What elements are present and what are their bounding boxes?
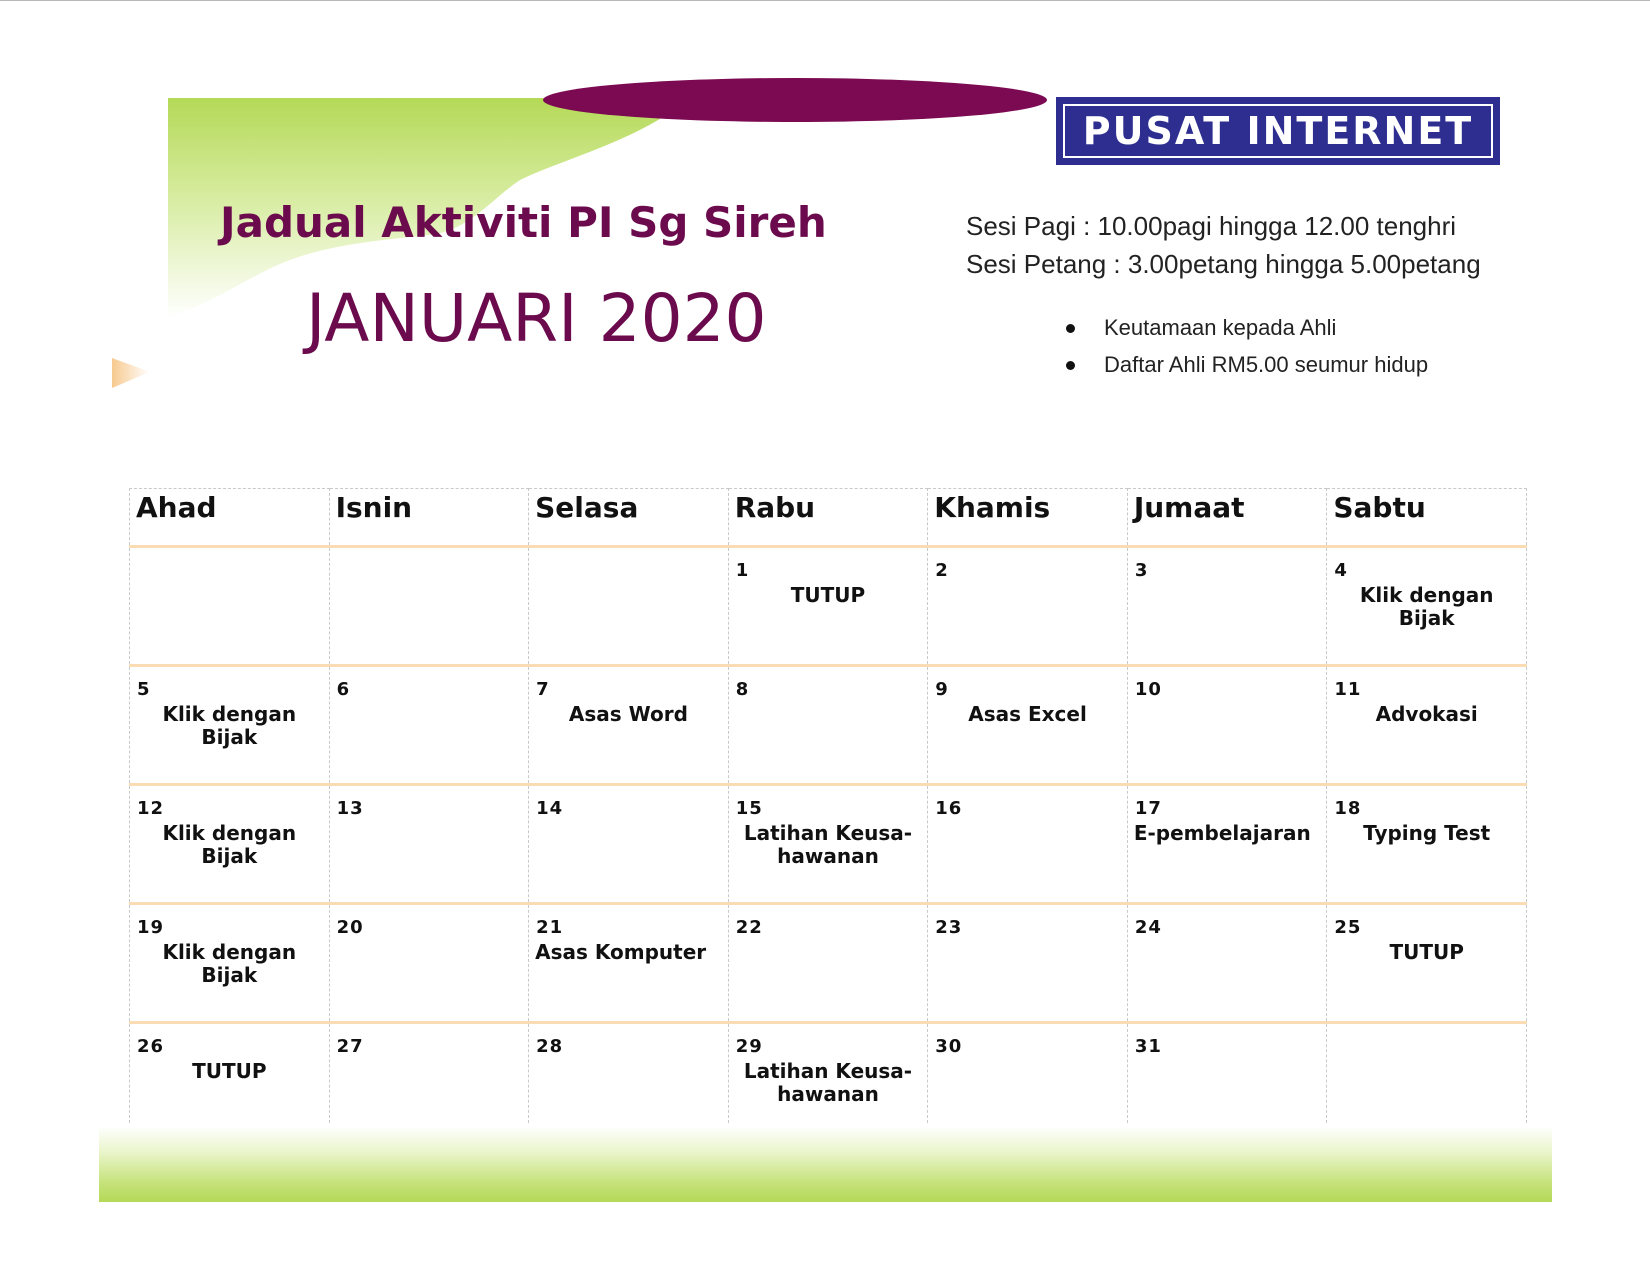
activity-label: Asas Komputer [535,940,707,964]
weekday-header: Khamis [928,489,1128,547]
day-cell [728,904,928,1023]
day-number: 26 [137,1036,165,1057]
day-cell [529,547,729,666]
activity-label: TUTUP [192,1059,267,1083]
day-cell-content [1327,786,1526,902]
day-number: 12 [137,798,165,819]
week-row [130,547,1527,666]
day-cell-content [1327,548,1526,664]
badge-label: PUSAT INTERNET [1063,104,1493,158]
activity-label: TUTUP [790,583,866,607]
day-cell-content [529,905,728,1021]
day-number: 23 [935,917,963,938]
activity-label: E-pembelajaran [1133,821,1311,845]
activity-label: Klik dengan Bijak [162,702,297,749]
day-cell-content [1327,667,1526,783]
purple-ellipse [543,78,1047,122]
weekday-header: Selasa [529,489,729,547]
day-cell [728,1023,928,1123]
day-cell [329,1023,529,1123]
week-row [130,904,1527,1023]
bullet-icon [1066,361,1075,370]
activity-label: Typing Test [1363,821,1491,845]
day-cell [130,785,330,904]
day-number: 2 [935,560,949,581]
day-cell-content [928,1024,1127,1123]
day-cell [1127,1023,1327,1123]
day-number: 5 [137,679,151,700]
day-cell [928,785,1128,904]
day-cell [130,1023,330,1123]
week-row [130,666,1527,785]
day-number: 18 [1334,798,1362,819]
day-number: 15 [735,798,763,819]
day-cell-content [1128,905,1327,1021]
day-number: 29 [735,1036,763,1057]
day-cell-content [529,1024,728,1123]
day-cell-content [1128,786,1327,902]
day-cell-content [729,548,928,664]
day-cell [1127,547,1327,666]
weekday-header: Rabu [728,489,928,547]
activity-label: Klik dengan Bijak [162,821,297,868]
note-item [1060,315,1428,352]
day-cell-content [928,667,1127,783]
day-number: 31 [1134,1036,1162,1057]
day-number: 13 [336,798,364,819]
day-cell-content [928,786,1127,902]
day-cell-content [928,905,1127,1021]
day-number: 24 [1134,917,1162,938]
day-number: 22 [735,917,763,938]
day-cell [329,666,529,785]
day-cell [728,666,928,785]
session-afternoon: Sesi Petang : 3.00petang hingga 5.00petang [966,249,1481,279]
note-text: Keutamaan kepada Ahli [1104,315,1337,340]
calendar-body [130,547,1527,1123]
day-number: 27 [336,1036,364,1057]
day-cell-content [1327,905,1526,1021]
day-cell [529,904,729,1023]
day-number: 3 [1134,560,1149,581]
day-cell-content [130,786,329,902]
day-cell [130,666,330,785]
orange-triangle [112,358,150,388]
day-cell [928,1023,1128,1123]
day-cell-content [1128,548,1327,664]
day-number: 4 [1334,560,1348,581]
day-cell-content [928,548,1127,664]
pusat-internet-badge [1056,97,1500,165]
day-number: 9 [935,679,949,700]
day-cell-content [130,905,329,1021]
footer-green-band [99,1126,1552,1202]
day-cell [1127,904,1327,1023]
day-cell [928,904,1128,1023]
day-cell [329,547,529,666]
activity-label: Latihan Keusa- hawanan [743,821,913,868]
day-cell-content [529,548,728,664]
day-number: 7 [536,679,550,700]
day-cell-content [729,905,928,1021]
session-morning: Sesi Pagi : 10.00pagi hingga 12.00 tenghri [966,211,1457,241]
day-number: 14 [536,798,564,819]
day-cell [1327,547,1527,666]
day-cell [1127,666,1327,785]
day-cell [1327,666,1527,785]
day-cell [329,904,529,1023]
day-cell-content [130,548,329,664]
day-cell [130,904,330,1023]
day-cell [529,785,729,904]
day-cell [1327,785,1527,904]
day-number: 19 [137,917,165,938]
day-cell [1327,904,1527,1023]
day-number: 10 [1134,679,1162,700]
day-cell [728,547,928,666]
day-cell [130,547,330,666]
month-heading: JANUARI 2020 [306,280,767,357]
day-number: 30 [935,1036,963,1057]
calendar-table [129,488,1527,1123]
week-row [130,1023,1527,1123]
note-text: Daftar Ahli RM5.00 seumur hidup [1104,352,1429,377]
day-cell-content [330,786,529,902]
day-cell-content [1327,1024,1526,1123]
day-cell-content [1128,667,1327,783]
bullet-icon [1066,324,1075,333]
activity-label: Latihan Keusa- hawanan [743,1059,913,1106]
day-number: 11 [1334,679,1362,700]
weekday-header-row [130,489,1527,547]
activity-label: Advokasi [1375,702,1478,726]
note-item [1060,352,1428,389]
day-cell-content [330,548,529,664]
activity-label: Klik dengan Bijak [162,940,297,987]
week-row [130,785,1527,904]
activity-label: Asas Excel [968,702,1087,726]
day-cell [329,785,529,904]
day-cell-content [330,667,529,783]
day-number: 17 [1134,798,1162,819]
weekday-header: Ahad [130,489,330,547]
day-cell [928,666,1128,785]
weekday-header: Isnin [329,489,529,547]
weekday-header: Sabtu [1327,489,1527,547]
day-number: 8 [735,679,750,700]
day-number: 25 [1334,917,1362,938]
day-cell [529,666,729,785]
day-number: 16 [935,798,963,819]
notes-list [1060,315,1428,389]
day-number: 20 [336,917,364,938]
day-cell [529,1023,729,1123]
activity-label: Asas Word [568,702,688,726]
day-cell-content [529,786,728,902]
day-cell-content [729,667,928,783]
day-number: 6 [336,679,351,700]
day-cell-content [729,1024,928,1123]
day-cell-content [529,667,728,783]
day-cell-content [130,667,329,783]
day-cell-content [729,786,928,902]
day-cell-content [330,1024,529,1123]
page-title: Jadual Aktiviti PI Sg Sireh [220,198,827,247]
day-cell [1327,1023,1527,1123]
day-cell [928,547,1128,666]
day-cell-content [1128,1024,1327,1123]
day-number: 21 [536,917,564,938]
day-cell [1127,785,1327,904]
day-number: 28 [536,1036,564,1057]
day-cell [728,785,928,904]
day-cell-content [330,905,529,1021]
weekday-header: Jumaat [1127,489,1327,547]
activity-label: TUTUP [1389,940,1464,964]
day-cell-content [130,1024,329,1123]
day-number: 1 [735,560,750,581]
activity-label: Klik dengan Bijak [1359,583,1494,630]
